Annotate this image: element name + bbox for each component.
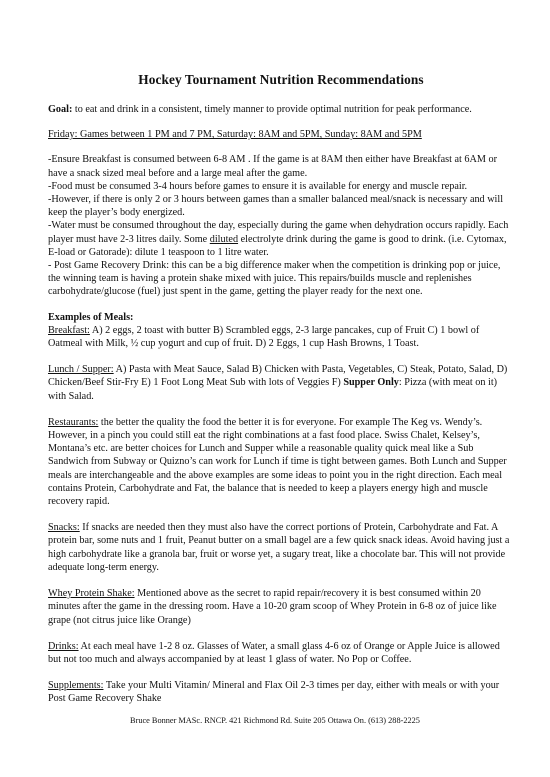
snacks-paragraph bbox=[48, 521, 514, 574]
guideline-recovery-drink: - Post Game Recovery Drink: this can be a big difference maker when the competition is drinking pop or juice, the winning team is having a protein shake mixed with juice. This repairs/builds muscle and replenishes carbohydrate/glucose (fuel) just spent in the game, getting the player ready for the next one. bbox=[48, 260, 501, 298]
lunch-supper-text: A) Pasta with Meat Sauce, Salad B) Chicken with Pasta, Vegetables, C) Steak, Potato, Salad, D) Chicken/Beef Stir-Fry E) 1 Foot Long Meat Sub with lots of Veggies F) bbox=[48, 364, 508, 389]
guideline-breakfast: -Ensure Breakfast is consumed between 6-8 AM . If the game is at 8AM then either have Breakfast at 6AM or have a snack sized meal before and a large meal after the game. bbox=[48, 154, 497, 179]
guideline-short-gap: -However, if there is only 2 or 3 hours between games than a smaller balanced meal/snack is necessary and will keep the player’s body energized. bbox=[48, 194, 504, 219]
water-text-post: electrolyte drink during the game is good to drink. (i.e. Cytomax, E-load or Gatorade): dilute 1 teaspoon to 1 litre water. bbox=[48, 233, 507, 258]
breakfast-text: A) 2 eggs, 2 toast with butter B) Scrambled eggs, 2-3 large pancakes, cup of Fruit C) 1 bowl of Oatmeal with Milk, ½ cup yogurt and cup of fruit. D) 2 Eggs, 1 cup Hash Browns, 1 Toast. bbox=[48, 324, 480, 350]
goal-label: Goal: bbox=[48, 104, 73, 115]
guidelines-list bbox=[48, 153, 514, 298]
goal-text: to eat and drink in a consistent, timely manner to provide optimal nutrition for peak performance. bbox=[72, 104, 472, 115]
lunch-supper-paragraph bbox=[48, 363, 514, 403]
supplements-text: Take your Multi Vitamin/ Mineral and Flax Oil 2-3 times per day, either with meals or with your Post Game Recovery Shake bbox=[48, 680, 500, 705]
whey-paragraph bbox=[48, 587, 514, 627]
drinks-paragraph bbox=[48, 640, 514, 666]
snacks-label: Snacks: bbox=[48, 522, 80, 534]
breakfast-paragraph bbox=[48, 324, 514, 350]
drinks-label: Drinks: bbox=[48, 640, 79, 652]
restaurants-text: the better the quality the food the better it is for everyone. For example The Keg vs. Wendy’s. However, in a pinch you could still eat the right combinations at a fast food place. Swiss Chalet, Kelsey’s, Montana’s etc. are better choices for Lunch and Supper while a reasonable quality quick meal like a Sub Sandwich from Subway or Quizno’s can work for Lunch if time is tight between games. Both Lunch and Supper meals are interchangeable and the above examples are some ideas to point you in the right direction. Each meal contains Protein, Carbohydrate and Fat, the balance that is needed to keep a players energy high and muscle recovery rapid. bbox=[48, 416, 507, 508]
lunch-supper-tail: : Pizza (with meat on it) with Salad. bbox=[48, 377, 498, 402]
whey-text: Mentioned above as the secret to rapid repair/recovery it is best consumed within 20 minutes after the game in the dressing room. Have a 10-20 gram scoop of Whey Protein in 6-8 oz of juice like grape (not citrus juice like Orange) bbox=[48, 588, 497, 626]
supplements-paragraph bbox=[48, 679, 514, 705]
restaurants-paragraph bbox=[48, 416, 514, 508]
whey-label: Whey Protein Shake: bbox=[48, 588, 135, 600]
document-title: Hockey Tournament Nutrition Recommendations bbox=[138, 72, 424, 87]
page-footer: Bruce Bonner MASc. RNCP. 421 Richmond Rd. Suite 205 Ottawa On. (613) 288-2225 bbox=[130, 716, 420, 725]
meals-heading bbox=[48, 311, 514, 324]
supper-only-label: Supper Only bbox=[343, 377, 399, 389]
water-diluted: diluted bbox=[209, 233, 239, 245]
snacks-text: If snacks are needed then they must also have the correct portions of Protein, Carbohydrate and Fat. A protein bar, some nuts and 1 fruit, Peanut butter on a small bagel are a few quick snack ideas. Avoid having just a high carbohydrate like a granola bar, fruit or worse yet, a sugary treat, like a chocolate bar. This will not provide adequate long-term energy. bbox=[48, 522, 510, 573]
guideline-water bbox=[48, 219, 514, 259]
schedule-line bbox=[48, 128, 514, 141]
drinks-text: At each meal have 1-2 8 oz. Glasses of Water, a small glass 4-6 oz of Orange or Apple Juice is allowed but not too much and always accompanied by at least 1 glass of water. No Pop or Coffee. bbox=[48, 640, 500, 665]
breakfast-label: Breakfast: bbox=[48, 324, 90, 336]
goal-paragraph bbox=[48, 103, 514, 116]
meals-heading-text: Examples of Meals: bbox=[48, 311, 134, 323]
schedule-text: Friday: Games between 1 PM and 7 PM, Saturday: 8AM and 5PM, Sunday: 8AM and 5PM bbox=[48, 129, 422, 141]
restaurants-label: Restaurants: bbox=[48, 416, 99, 428]
supplements-label: Supplements: bbox=[48, 680, 104, 692]
lunch-supper-label: Lunch / Supper: bbox=[48, 364, 114, 376]
water-text-pre: -Water must be consumed throughout the day, especially during the game when dehydration occurs rapidly. Each player must have 2-3 litres daily. Some bbox=[48, 220, 509, 245]
guideline-food-timing: -Food must be consumed 3-4 hours before games to ensure it is available for energy and muscle repair. bbox=[48, 180, 468, 192]
